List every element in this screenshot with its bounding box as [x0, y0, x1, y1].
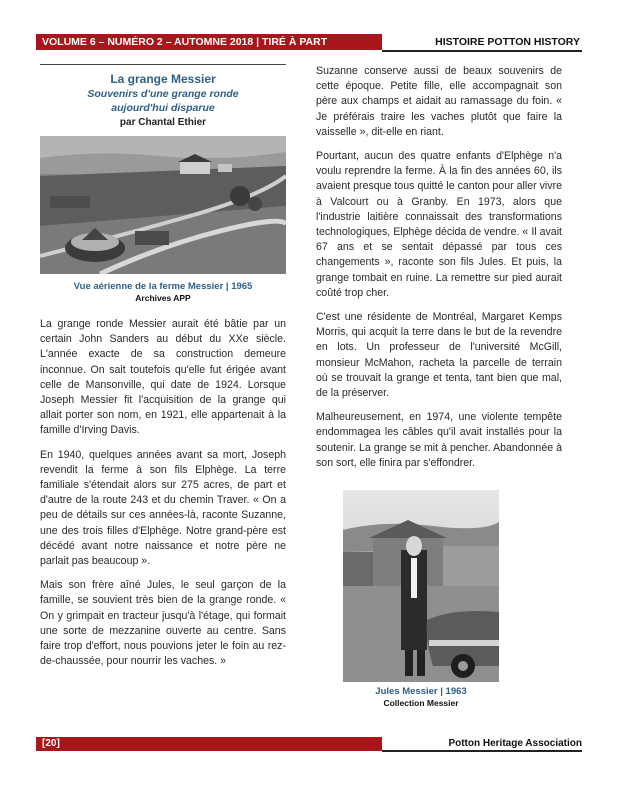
header-rule: [382, 50, 582, 52]
photo2-caption: Jules Messier | 1963: [375, 686, 467, 697]
footer-rule: [382, 750, 582, 752]
photo1-caption-block: [40, 281, 286, 304]
left-paragraph-2: En 1940, quelques années avant sa mort, Joseph revendit la ferme à son fils Elphège. La terre familiale s'étendait alors sur 275 acres, de part et d'autre de la route 243 et du chemin Traver. « On a peu de détails sur ces années-là, raconte Suzanne, une des trois filles d'Elphège. Notre grand-père est décédé avant notre naissance et notre père ne parlait pas beaucoup ».: [40, 448, 286, 568]
header-issue-bar: VOLUME 6 – NUMÉRO 2 – AUTOMNE 2018 | TIRÉ À PART: [36, 34, 382, 50]
photo2-credit: Collection Messier: [383, 698, 459, 708]
jules-messier-photo: [343, 490, 499, 682]
header-publication-title: HISTOIRE POTTON HISTORY: [435, 36, 580, 48]
title-rule: [40, 64, 286, 65]
article-title-block: [40, 71, 286, 130]
footer-organization: Potton Heritage Association: [448, 738, 582, 749]
right-paragraph-4: Malheureusement, en 1974, une violente tempête endommagea les câbles qu'il avait installés pour la soutenir. La grange se mit à pencher. Abandonnée à son sort, elle finira par s'effondrer.: [316, 411, 562, 469]
aerial-farm-photo: [40, 136, 286, 274]
photo1-credit: Archives APP: [135, 293, 191, 303]
article-subtitle-line2: aujourd'hui disparue: [111, 102, 215, 114]
left-paragraph-1: La grange ronde Messier aurait été bâtie par un certain John Sanders au début du XXe siècle. L'année exacte de sa construction demeure inconnue. On sait toutefois qu'elle fut érigée avant celle de Mansonville, qui date de 1924. Lorsque Joseph Messier fit l'acquisition de la grange qui allait porter son nom, en 1921, elle appartenait à la famille d'Irving Davis.: [40, 318, 286, 437]
photo2-caption-block: [330, 686, 512, 709]
right-paragraph-1: Suzanne conserve aussi de beaux souvenirs de cette époque. Petite fille, elle accompagnait son père aux champs et aidait au ramassage du foin. « Je préférais traire les vaches plutôt que faire la vaisselle », dit-elle en riant.: [316, 65, 562, 138]
photo1-caption: Vue aérienne de la ferme Messier | 1965: [73, 281, 253, 292]
article-subtitle-line1: Souvenirs d'une grange ronde: [87, 88, 239, 100]
right-paragraph-2: Pourtant, aucun des quatre enfants d'Elphège n'a voulu reprendre la ferme. À la fin des années 60, ils avaient presque tous quitté le canton pour aller vivre à Valcourt ou à Granby. En 1973, alors que l'industrie laitière connaissait des transformations technologiques, Elphège décida de vendre. « Il avait 67 ans et se sentait dépassé par tous ces changements », raconte son fils Jules. Et puis, la grange tombait en ruine. La remettre sur pied aurait coûté trop cher.: [316, 150, 562, 299]
footer-page-number: [20]: [36, 737, 382, 751]
right-column: [316, 64, 562, 471]
left-paragraph-3: Mais son frère aîné Jules, le seul garçon de la famille, se souvient très bien de la grange ronde. « On y grimpait en tracteur jusqu'à l'étage, qui formait une sorte de mezzanine ouverte au centre. Sans faire trop d'effort, nous pouvions jeter le foin au rez-de-chaussée, pour nourrir les vaches. »: [40, 579, 286, 668]
right-paragraph-3: C'est une résidente de Montréal, Margaret Kemps Morris, qui acquit la terre dans le but de la revendre en lots. Un professeur de l'université McGill, monsieur McMahon, racheta la parcelle de terrain où se trouvait la grange et tenta, tant bien que mal, de la préserver.: [316, 311, 562, 400]
article-byline: par Chantal Ethier: [119, 117, 207, 128]
left-column: [40, 64, 286, 669]
article-title: La grange Messier: [110, 72, 216, 86]
